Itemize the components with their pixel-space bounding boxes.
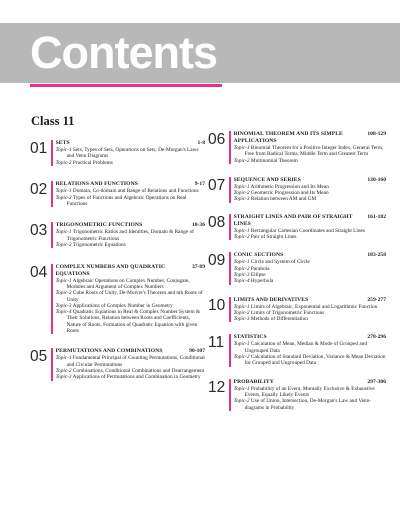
chapter-pages: 259-277: [367, 296, 386, 303]
chapter-number: 03: [30, 222, 48, 240]
chapter-pages: 130-160: [367, 176, 386, 183]
chapter-accent-bar: [229, 334, 231, 366]
chapter-title: LIMITS AND DERIVATIVES: [233, 296, 309, 303]
chapter-title-row: [234, 379, 386, 386]
chapter-accent-bar: [51, 181, 53, 207]
topic-item: [56, 242, 205, 248]
topic-label: Topic-2: [55, 194, 72, 201]
topic-label: Topic-3: [55, 374, 72, 381]
chapter-title: CONIC SECTIONS: [233, 252, 284, 259]
topic-label: Topic-2: [233, 309, 250, 316]
chapter-entry: [208, 297, 386, 323]
topic-text: Combinations, Conditional Combinations and Dearrangement: [72, 367, 205, 374]
chapter-body: [56, 181, 205, 207]
chapter-pages: 18-36: [191, 222, 205, 229]
topic-item: [234, 196, 386, 202]
topic-item: [56, 160, 205, 166]
topic-text: Ellipse: [250, 271, 266, 278]
chapter-title-row: [234, 131, 386, 145]
topic-text: Multinomial Theorem: [250, 157, 298, 164]
topic-label: Topic-2: [55, 159, 72, 166]
topic-label: Topic-3: [233, 196, 250, 203]
topic-text: Methods of Differentiation: [250, 316, 308, 323]
topic-text: Practical Problems: [72, 159, 113, 166]
topic-label: Topic-1: [233, 259, 250, 266]
topic-item: [56, 355, 205, 368]
topic-label: Topic-1: [55, 147, 72, 153]
topic-text: Types of Functions and Algebraic Operations on Real Functions: [66, 194, 187, 207]
topic-text: Domain, Co-domain and Range of Relations and Functions: [72, 188, 199, 195]
chapter-entry: [208, 334, 386, 366]
chapter-number: 06: [208, 131, 226, 148]
chapter-accent-bar: [229, 177, 231, 203]
topic-text: Sets, Types of Sets, Operations on Sets, De-Morgan's Laws and Venn Diagrams: [66, 147, 199, 160]
chapter-number: 02: [30, 181, 48, 199]
chapter-body: [56, 264, 205, 335]
chapter-entry: [30, 140, 205, 166]
topic-text: Probability of an Event, Mutually Exclusive & Exhaustive Events, Equally Likely Events: [244, 385, 375, 398]
topic-label: Topic-2: [55, 290, 72, 297]
topic-text: Parabola: [250, 265, 270, 272]
topic-label: Topic-1: [233, 385, 250, 392]
chapter-pages: 108-129: [367, 131, 386, 137]
topic-label: Topic-2: [233, 157, 250, 164]
topic-text: Rectangular Cartesian Coordinates and Straight Lines: [250, 227, 365, 234]
topic-text: Binomial Theorem for a Positive Integer Index, General Term, Free from Radical Terms, Middle Term and Greatest Term: [244, 145, 384, 158]
topic-label: Topic-2: [55, 241, 72, 248]
chapter-pages: 1-8: [197, 140, 205, 146]
topic-text: Trigonometric Equations: [72, 241, 126, 248]
chapter-accent-bar: [229, 214, 231, 241]
chapter-number: 04: [30, 263, 48, 281]
chapter-title-row: [56, 140, 205, 147]
class-label: Class 11: [31, 114, 75, 128]
topic-text: Cube Roots of Unity, De-Moivre's Theorem and nth Roots of Unity: [66, 290, 203, 303]
topic-label: Topic-3: [233, 271, 250, 278]
chapter-body: [234, 297, 386, 323]
topic-label: Topic-2: [55, 367, 72, 374]
chapter-pages: 161-182: [367, 213, 386, 220]
topic-label: Topic-2: [233, 265, 250, 272]
chapter-body: [56, 348, 205, 380]
chapter-number: 07: [208, 176, 226, 194]
chapter-number: 05: [30, 348, 48, 366]
topic-text: Limits of Trigonometric Functions: [250, 309, 325, 316]
chapter-number: 10: [208, 296, 226, 314]
chapter-title: RELATIONS AND FUNCTIONS: [55, 181, 138, 188]
chapter-pages: 90-107: [189, 348, 205, 355]
topic-label: Topic-1: [55, 355, 72, 362]
chapter-body: [234, 379, 386, 411]
topic-label: Topic-3: [55, 302, 72, 309]
chapter-number: 12: [208, 378, 226, 396]
chapter-accent-bar: [229, 297, 231, 323]
chapter-title: STATISTICS: [233, 334, 267, 341]
chapter-accent-bar: [51, 140, 53, 166]
chapter-number: 09: [208, 252, 226, 270]
topic-item: [234, 398, 386, 411]
chapter-number: 01: [30, 140, 48, 157]
topic-text: Arithmetic Progression and Its Mean: [250, 183, 329, 190]
chapter-entry: [30, 264, 205, 335]
right-column: [208, 119, 386, 411]
topic-label: Topic-2: [233, 354, 250, 361]
chapter-pages: 183-258: [367, 252, 386, 259]
chapter-number: 08: [208, 213, 226, 231]
topic-text: Relation between AM and GM: [250, 196, 317, 203]
topic-item: [56, 195, 205, 208]
topic-text: Use of Union, Intersection, De-Morgan's Law and Venn-diagrams in Probability: [244, 398, 371, 411]
chapter-number: 11: [208, 334, 225, 352]
chapter-pages: 297-306: [367, 378, 386, 385]
chapter-title: SEQUENCE AND SERIES: [233, 176, 301, 183]
chapter-body: [56, 140, 205, 166]
chapter-entry: [208, 252, 386, 284]
topic-item: [56, 309, 205, 334]
chapter-title: STRAIGHT LINES AND PAIR OF STRAIGHT LINES: [233, 213, 353, 227]
topic-text: Circle and System of Circle: [250, 259, 310, 266]
topic-text: Calculation of Standard Deviation, Variance & Mean Deviation for Grouped and Ungrouped Data: [244, 354, 386, 367]
chapter-title: BINOMIAL THEOREM AND ITS SIMPLE APPLICATIONS: [233, 131, 343, 144]
chapter-entry: [30, 222, 205, 248]
chapter-title-row: [56, 264, 205, 278]
topic-label: Topic-1: [233, 341, 250, 348]
topic-item: [234, 145, 386, 158]
header-accent-rule: [30, 84, 222, 87]
chapter-title: PROBABILITY: [233, 378, 274, 385]
topic-item: [234, 316, 386, 322]
topic-item: [234, 341, 386, 354]
chapter-accent-bar: [51, 264, 53, 335]
chapter-accent-bar: [229, 252, 231, 284]
topic-text: Hyperbola: [250, 278, 274, 285]
chapter-accent-bar: [51, 222, 53, 248]
topic-item: [56, 147, 205, 160]
page-title: Contents: [30, 27, 217, 78]
topic-item: [234, 386, 386, 399]
topic-label: Topic-1: [55, 229, 72, 236]
chapter-entry: [208, 177, 386, 203]
topic-label: Topic-2: [233, 234, 250, 241]
topic-text: Limits of Algebraic, Exponential and Logarithmic Function: [250, 303, 378, 310]
chapter-title: COMPLEX NUMBERS AND QUADRATIC EQUATIONS: [55, 263, 166, 277]
topic-label: Topic-1: [55, 277, 72, 284]
chapter-title: SETS: [55, 140, 70, 146]
topic-text: Geometric Progression and Its Mean: [250, 190, 329, 197]
chapter-accent-bar: [229, 131, 231, 164]
topic-text: Pair of Straight Lines: [250, 234, 297, 241]
chapter-body: [234, 252, 386, 284]
chapter-title-row: [234, 214, 386, 228]
topic-item: [56, 290, 205, 303]
chapter-entry: [30, 348, 205, 380]
topic-text: Fundamental Principal of Counting Permutations, Conditional and Circular Permutations: [66, 355, 205, 368]
chapter-title-row: [234, 177, 386, 184]
topic-label: Topic-2: [233, 190, 250, 197]
topic-text: Trigonometric Ratios and Identities, Domain & Range of Trigonometric Functions: [66, 229, 194, 242]
topic-label: Topic-4: [55, 309, 72, 316]
chapter-title: TRIGONOMETRIC FUNCTIONS: [55, 222, 143, 229]
topic-label: Topic-1: [233, 145, 250, 151]
chapter-body: [234, 177, 386, 203]
chapter-entry: [208, 214, 386, 241]
topic-item: [56, 278, 205, 291]
chapter-pages: 37-89: [191, 263, 205, 270]
topic-text: Calculation of Mean, Median & Mode of Grouped and Ungrouped Data: [244, 341, 367, 354]
chapter-entry: [208, 379, 386, 411]
topic-item: [234, 278, 386, 284]
topic-label: Topic-4: [233, 278, 250, 285]
topic-label: Topic-3: [233, 316, 250, 323]
chapter-title: PERMUTATIONS AND COMBINATIONS: [55, 348, 163, 355]
topic-label: Topic-2: [233, 398, 250, 405]
chapter-pages: 9-17: [194, 181, 205, 188]
chapter-body: [234, 131, 386, 164]
topic-label: Topic-1: [233, 227, 250, 234]
topic-text: Applications of Permutations and Combination in Geometry: [72, 374, 201, 381]
topic-item: [234, 158, 386, 164]
topic-label: Topic-1: [55, 188, 72, 195]
chapter-body: [234, 334, 386, 366]
topic-text: Algebraic Operations on Complex Number, Conjugate, Modules and Argument of Complex Numbers: [66, 277, 190, 290]
topic-item: [234, 354, 386, 367]
topic-item: [56, 229, 205, 242]
left-column: [30, 130, 205, 381]
topic-text: Applications of Complex Number in Geometry: [72, 302, 173, 309]
chapter-entry: [208, 131, 386, 164]
chapter-body: [234, 214, 386, 241]
topic-text: Quadratic Equations in Real & Complex Number System & Their Solutions, Relation between Roots and Coefficients, Nature of Roots, Formation of Quadratic Equation with given Roots: [66, 309, 201, 335]
chapter-title-row: [234, 297, 386, 304]
chapter-accent-bar: [229, 379, 231, 411]
topic-item: [234, 234, 386, 240]
chapter-body: [56, 222, 205, 248]
chapter-pages: 278-296: [367, 334, 386, 341]
topic-label: Topic-1: [233, 183, 250, 190]
topic-item: [56, 374, 205, 380]
chapter-entry: [30, 181, 205, 207]
chapter-accent-bar: [51, 348, 53, 380]
topic-label: Topic-1: [233, 303, 250, 310]
